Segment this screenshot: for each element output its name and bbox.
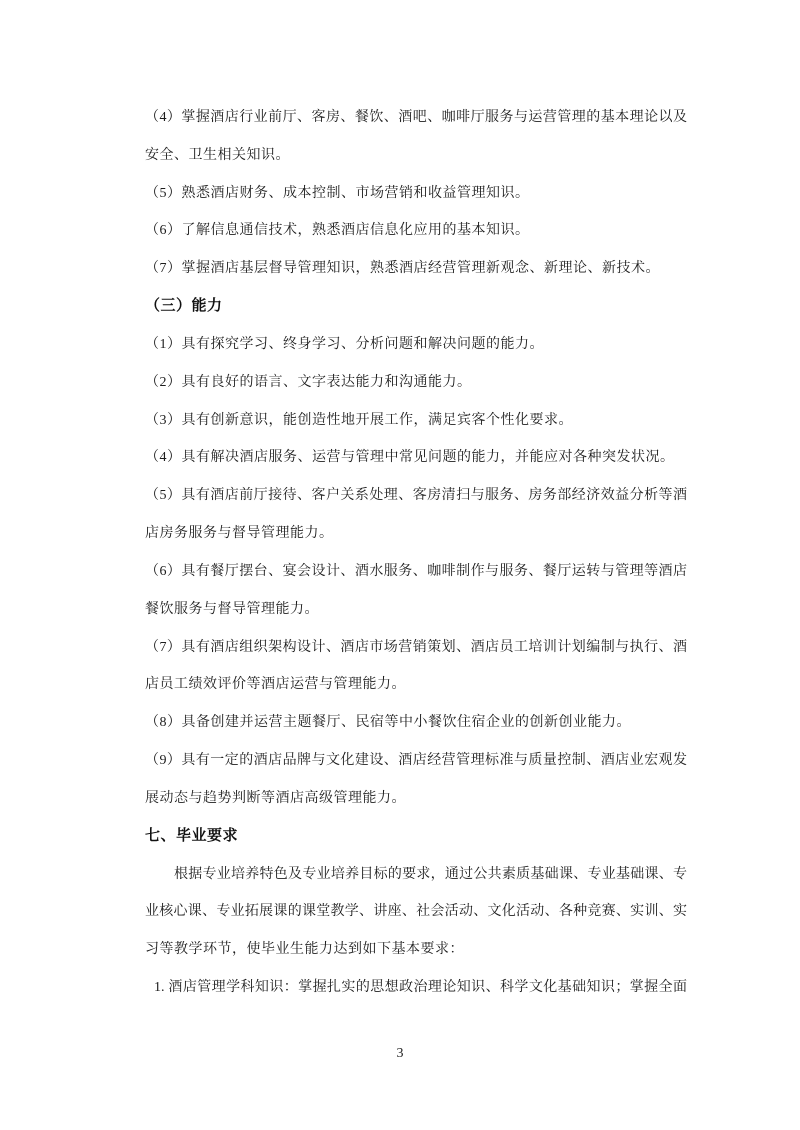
body-line: （5）熟悉酒店财务、成本控制、市场营销和收益管理知识。 [145, 185, 530, 201]
body-line: 店房务服务与督导管理能力。 [145, 526, 334, 542]
body-line: （7）掌握酒店基层督导管理知识，熟悉酒店经营管理新观念、新理论、新技术。 [145, 261, 660, 277]
body-line: 1. 酒店管理学科知识：掌握扎实的思想政治理论知识、科学文化基础知识；掌握全面 [154, 980, 687, 996]
page-number: 3 [396, 1046, 404, 1061]
section-heading-graduation: 七、毕业要求 [145, 827, 239, 844]
body-line: （9）具有一定的酒店品牌与文化建设、酒店经营管理标准与质量控制、酒店业宏观发 [145, 753, 687, 769]
body-line: （6）具有餐厅摆台、宴会设计、酒水服务、咖啡制作与服务、餐厅运转与管理等酒店 [145, 563, 687, 579]
body-line: （4）具有解决酒店服务、运营与管理中常见问题的能力，并能应对各种突发状况。 [145, 450, 675, 466]
body-line: （3）具有创新意识，能创造性地开展工作，满足宾客个性化要求。 [145, 412, 573, 428]
page-content [145, 99, 687, 1007]
body-line: （2）具有良好的语言、文字表达能力和沟通能力。 [145, 374, 472, 390]
body-line: （8）具备创建并运营主题餐厅、民宿等中小餐饮住宿企业的创新创业能力。 [145, 715, 631, 731]
body-line: （4）掌握酒店行业前厅、客房、餐饮、酒吧、咖啡厅服务与运营管理的基本理论以及 [145, 110, 687, 125]
body-line: 展动态与趋势判断等酒店高级管理能力。 [145, 790, 406, 806]
body-line: 根据专业培养特色及专业培养目标的要求，通过公共素质基础课、专业基础课、专 [174, 866, 687, 882]
body-line: 餐饮服务与督导管理能力。 [145, 601, 319, 617]
body-line: （5）具有酒店前厅接待、客户关系处理、客房清扫与服务、房务部经济效益分析等酒 [145, 488, 687, 504]
body-line: （6）了解信息通信技术，熟悉酒店信息化应用的基本知识。 [145, 223, 530, 239]
body-line: 安全、卫生相关知识。 [145, 147, 290, 163]
body-line: （1）具有探究学习、终身学习、分析问题和解决问题的能力。 [145, 336, 544, 352]
body-line: 习等教学环节，使毕业生能力达到如下基本要求： [145, 942, 464, 958]
body-line: （7）具有酒店组织架构设计、酒店市场营销策划、酒店员工培训计划编制与执行、酒 [145, 639, 687, 655]
section-heading-ability: （三）能力 [145, 298, 223, 315]
body-line: 业核心课、专业拓展课的课堂教学、讲座、社会活动、文化活动、各种竞赛、实训、实 [145, 904, 687, 920]
body-line: 店员工绩效评价等酒店运营与管理能力。 [145, 677, 406, 693]
